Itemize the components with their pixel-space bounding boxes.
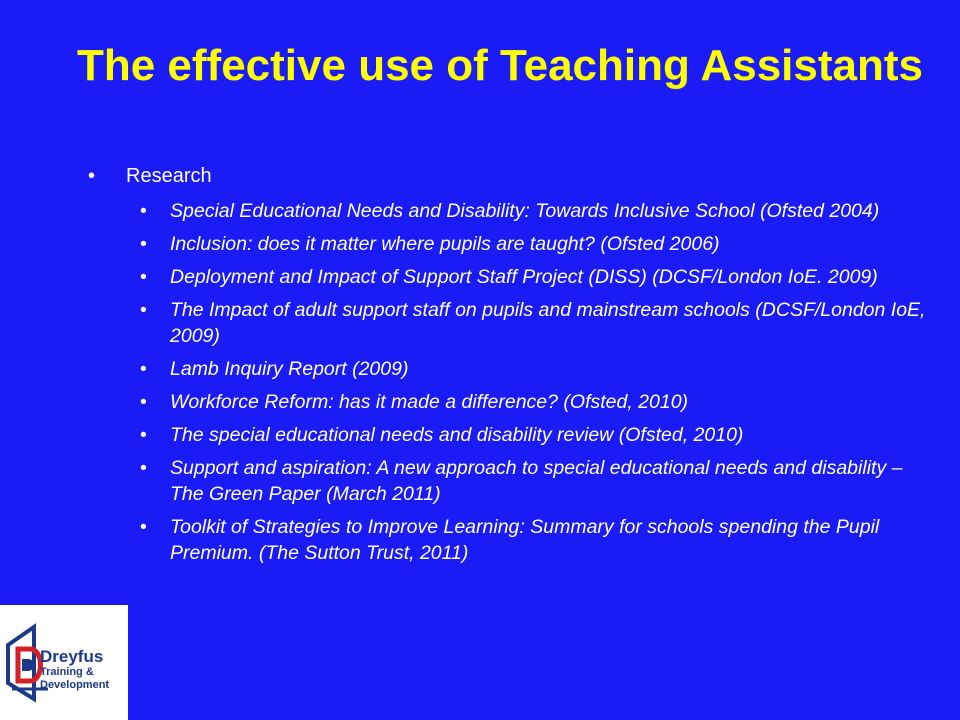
list-item [140, 389, 930, 415]
list-item-text: The special educational needs and disability review (Ofsted, 2010) [170, 424, 744, 446]
slide-title: The effective use of Teaching Assistants [76, 41, 923, 90]
list-item-text: Workforce Reform: has it made a difference? (Ofsted, 2010) [170, 391, 689, 413]
bullet-icon: • [140, 266, 147, 288]
list-item [140, 264, 930, 290]
bullet-icon: • [140, 516, 147, 538]
dreyfus-logo [0, 605, 128, 720]
list-item [140, 356, 930, 382]
list-item-text: Deployment and Impact of Support Staff Project (DISS) (DCSF/London IoE. 2009) [170, 266, 878, 288]
list-item-text: Support and aspiration: A new approach to special educational needs and disability – The Green Paper (March 2011) [170, 457, 903, 505]
bullet-icon: • [140, 233, 147, 255]
logo-name: Dreyfus [40, 647, 104, 666]
list-item-text: The Impact of adult support staff on pupils and mainstream schools (DCSF/London IoE, 2009) [170, 299, 926, 347]
list-item-text: Toolkit of Strategies to Improve Learning: Summary for schools spending the Pupil Premium. (The Sutton Trust, 2011) [170, 516, 880, 564]
logo-line2: Development [40, 679, 110, 691]
research-list [140, 198, 930, 573]
bullet-icon: • [88, 165, 96, 187]
research-heading-row [88, 163, 212, 189]
list-item [140, 455, 930, 507]
list-item [140, 514, 930, 566]
list-item-text: Inclusion: does it matter where pupils are taught? (Ofsted 2006) [170, 233, 720, 255]
bullet-icon: • [140, 200, 147, 222]
list-item [140, 297, 930, 349]
bullet-icon: • [140, 299, 147, 321]
bullet-icon: • [140, 358, 147, 380]
bullet-icon: • [140, 391, 147, 413]
list-item [140, 198, 930, 224]
list-item-text: Special Educational Needs and Disability: Towards Inclusive School (Ofsted 2004) [170, 200, 880, 222]
logo-line1: Training & [40, 666, 94, 678]
list-item [140, 422, 930, 448]
bullet-icon: • [140, 457, 147, 479]
research-heading: Research [126, 165, 212, 187]
logo-text [40, 648, 109, 691]
list-item [140, 231, 930, 257]
bullet-icon: • [140, 424, 147, 446]
list-item-text: Lamb Inquiry Report (2009) [170, 358, 409, 380]
